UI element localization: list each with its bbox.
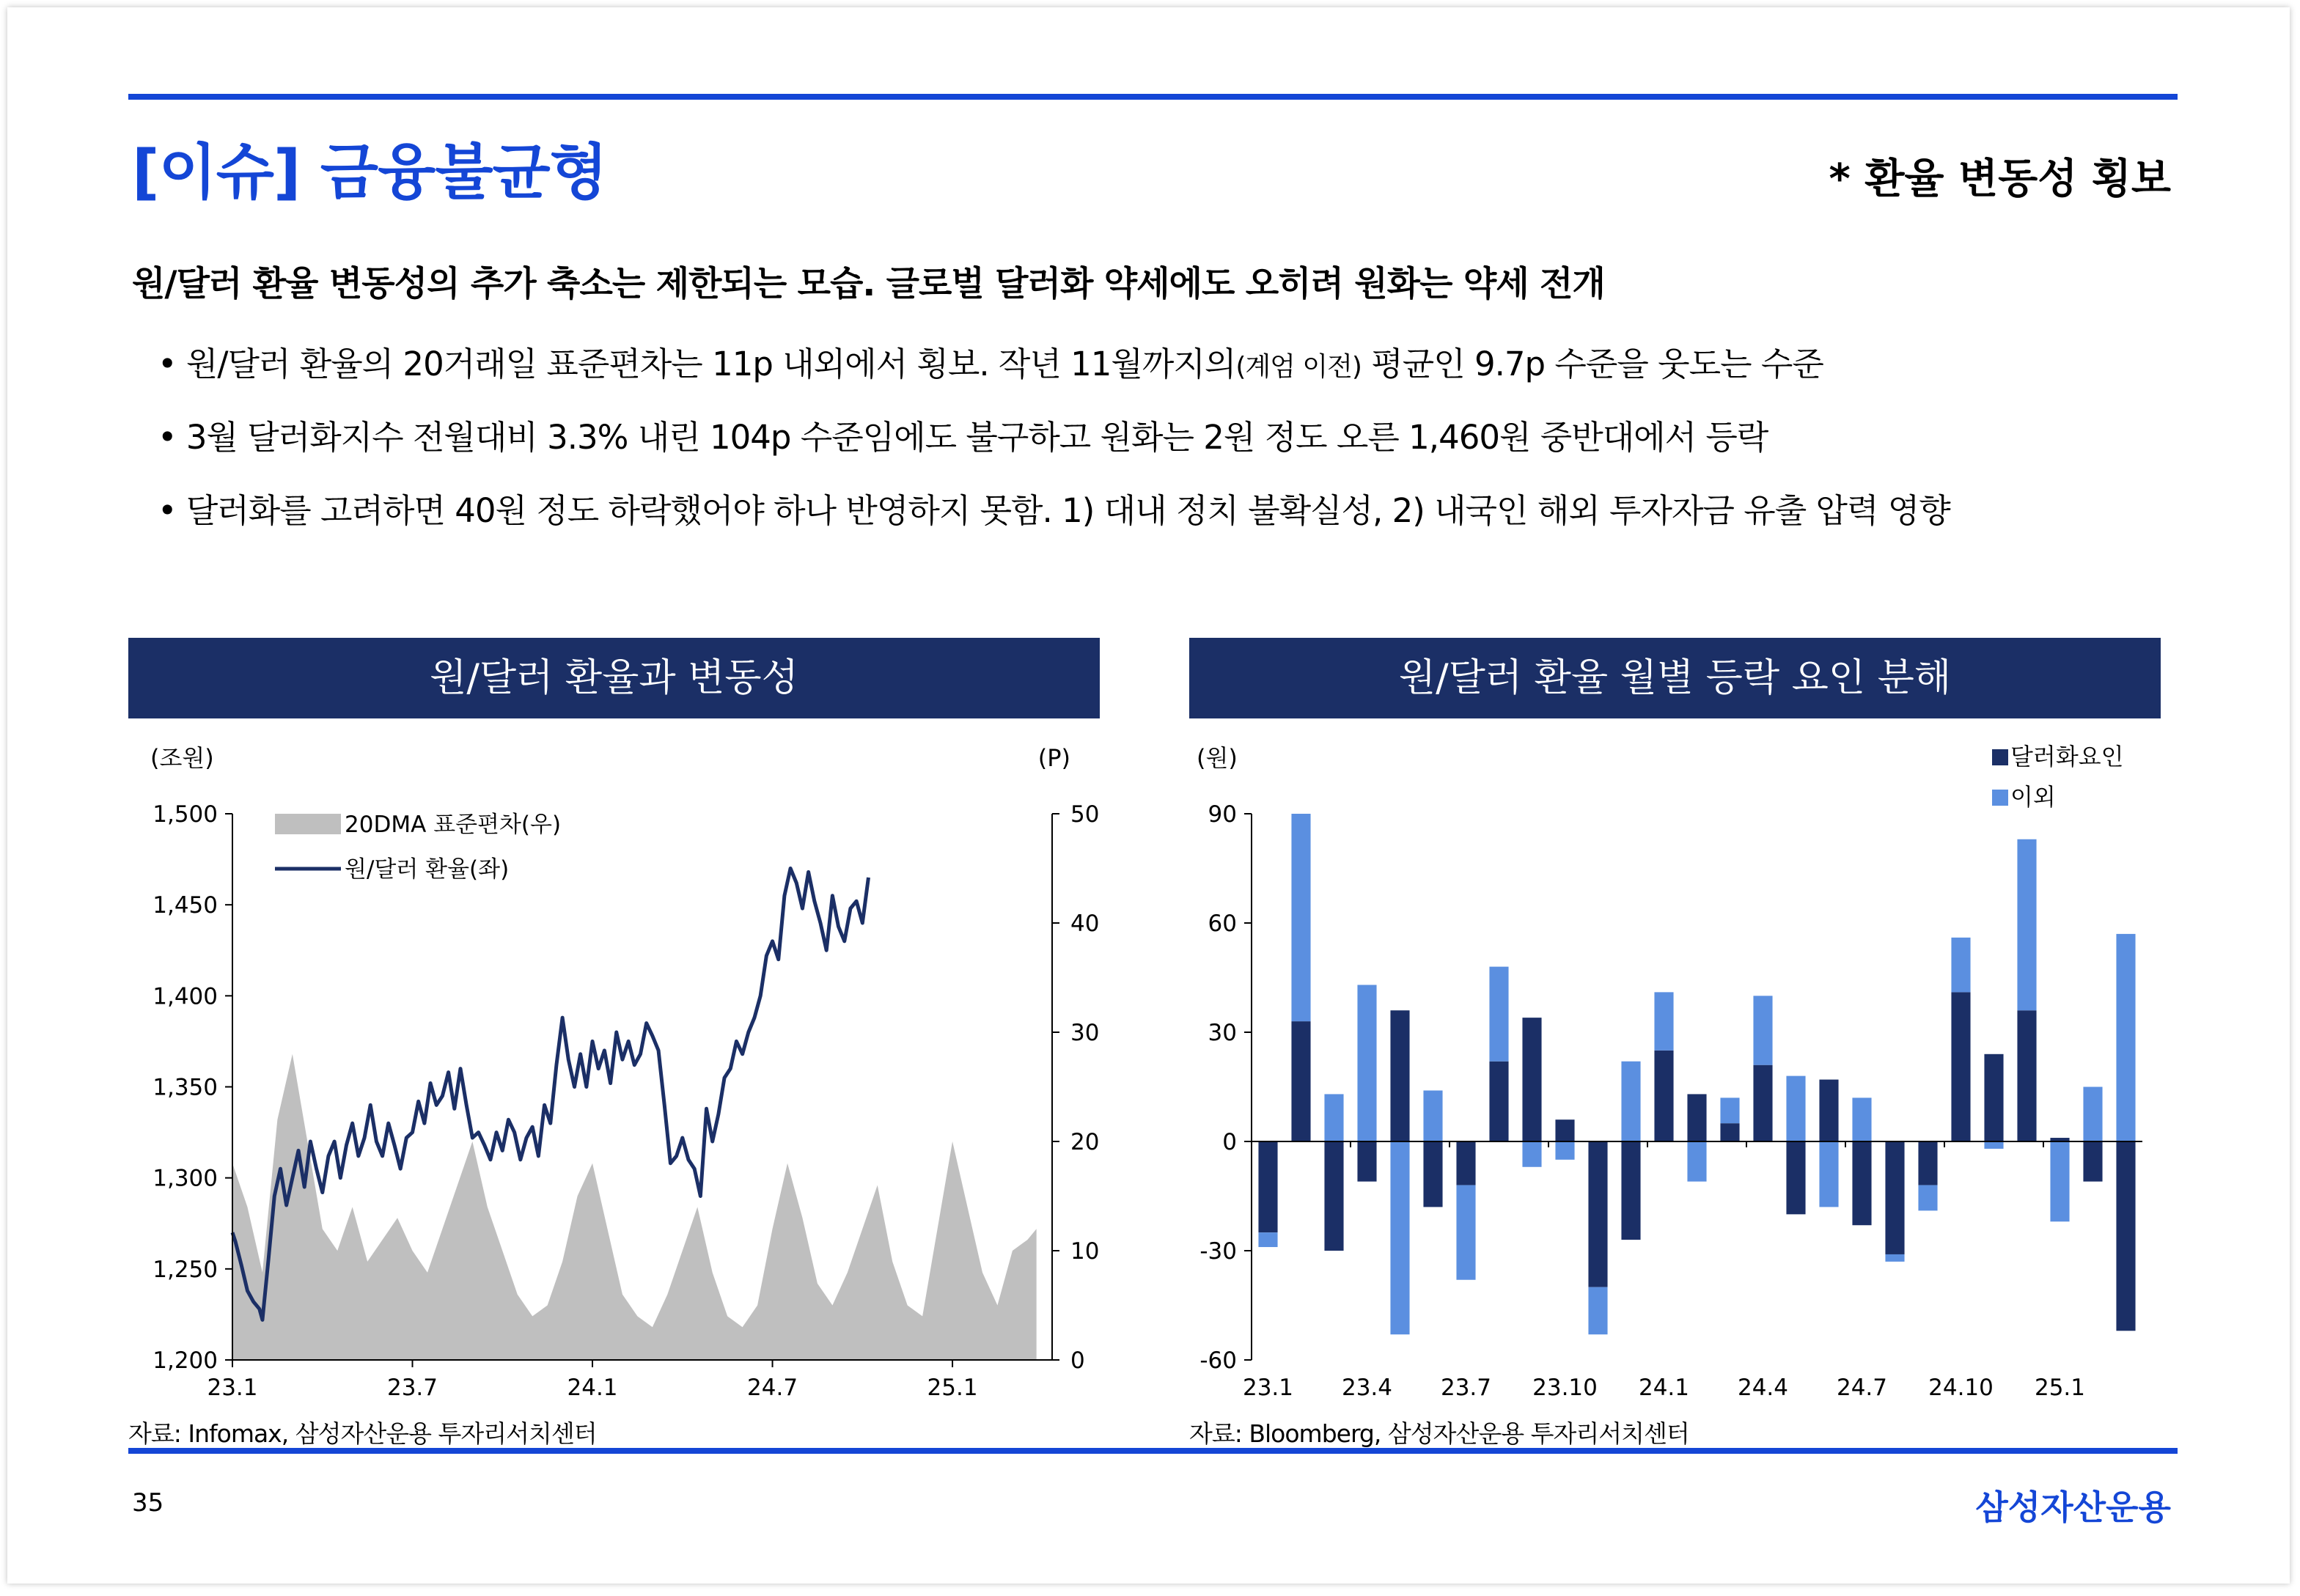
bar-other-factor — [1786, 1076, 1805, 1141]
legend-stdev-label: 20DMA 표준편차(우) — [345, 812, 562, 838]
left-axis-unit: (조원) — [150, 744, 214, 772]
bullet-1-tail: 평균인 9.7p 수준을 웃도는 수준 — [1361, 345, 1823, 383]
bar-dollar-factor — [1819, 1080, 1838, 1141]
x-tick-label: 23.1 — [207, 1375, 258, 1401]
bar-other-factor — [1753, 996, 1772, 1064]
bullet-2 — [158, 411, 1768, 458]
bar-dollar-factor — [1588, 1141, 1607, 1287]
bar-other-factor — [1621, 1062, 1640, 1141]
bar-other-factor — [1522, 1141, 1541, 1167]
bar-dollar-factor — [1456, 1141, 1475, 1185]
fx-volatility-chart — [128, 722, 1103, 1411]
bar-dollar-factor — [2083, 1141, 2102, 1182]
y-tick-label: 30 — [1208, 1020, 1237, 1046]
x-tick-label: 24.1 — [567, 1375, 618, 1401]
left-tick-label: 1,300 — [153, 1165, 218, 1192]
bar-dollar-factor — [1654, 1051, 1673, 1141]
legend-other-label: 이외 — [2010, 783, 2056, 811]
x-tick-label: 24.4 — [1737, 1375, 1789, 1401]
y-tick-label: 0 — [1222, 1129, 1237, 1155]
left-tick-label: 1,200 — [153, 1347, 218, 1374]
bullet-3 — [158, 484, 1950, 532]
left-chart-source: 자료: Infomax, 삼성자산운용 투자리서치센터 — [128, 1419, 597, 1448]
bar-dollar-factor — [1555, 1119, 1574, 1141]
right-tick-label: 40 — [1070, 911, 1100, 937]
page-number: 35 — [132, 1488, 164, 1518]
left-tick-label: 1,350 — [153, 1074, 218, 1101]
right-axis-unit: (P) — [1037, 744, 1070, 772]
bar-other-factor — [1390, 1141, 1409, 1334]
bar-dollar-factor — [1291, 1021, 1310, 1141]
topic-tag: * 환율 변동성 횡보 — [1829, 155, 2171, 203]
x-tick-label: 23.10 — [1532, 1375, 1598, 1401]
bar-other-factor — [1423, 1090, 1442, 1141]
legend-dollar-label: 달러화요인 — [2010, 743, 2124, 771]
bar-dollar-factor — [1258, 1141, 1277, 1232]
bar-other-factor — [1918, 1185, 1937, 1211]
bar-dollar-factor — [1753, 1065, 1772, 1141]
bar-other-factor — [1324, 1094, 1343, 1141]
right-tick-label: 50 — [1070, 801, 1100, 828]
bullet-1-text: • 원/달러 환율의 20거래일 표준편차는 11p 내외에서 횡보. 작년 11월까지의 — [158, 345, 1236, 383]
legend-dollar-swatch — [1992, 749, 2008, 765]
bullet-1 — [158, 337, 1823, 385]
bar-dollar-factor — [2017, 1010, 2036, 1141]
bar-dollar-factor — [1522, 1018, 1541, 1141]
right-tick-label: 0 — [1070, 1347, 1085, 1374]
y-tick-label: -30 — [1199, 1238, 1237, 1265]
left-chart-title: 원/달러 환율과 변동성 — [128, 638, 1100, 718]
top-divider — [128, 94, 2178, 100]
x-tick-label: 24.7 — [747, 1375, 798, 1401]
bar-dollar-factor — [1852, 1141, 1871, 1225]
y-tick-label: 90 — [1208, 801, 1237, 828]
bar-other-factor — [1687, 1141, 1706, 1182]
bar-other-factor — [2017, 839, 2036, 1010]
y-tick-label: 60 — [1208, 911, 1237, 937]
bar-dollar-factor — [1951, 992, 1970, 1141]
bar-other-factor — [2050, 1141, 2069, 1221]
bar-other-factor — [1984, 1141, 2003, 1149]
bar-other-factor — [2083, 1087, 2102, 1142]
legend-fx-label: 원/달러 환율(좌) — [345, 856, 510, 883]
bar-other-factor — [1489, 967, 1508, 1062]
legend-stdev-swatch — [275, 814, 341, 834]
bar-other-factor — [1852, 1097, 1871, 1141]
y-axis-unit: (원) — [1197, 744, 1238, 772]
bar-other-factor — [1555, 1141, 1574, 1160]
fx-decomposition-chart — [1189, 722, 2164, 1411]
right-tick-label: 10 — [1070, 1238, 1100, 1265]
bar-dollar-factor — [1918, 1141, 1937, 1185]
page-title: [이슈] 금융불균형 — [132, 138, 607, 207]
bullet-2-text: • 3월 달러화지수 전월대비 3.3% 내린 104p 수준임에도 불구하고 원화는 2원 정도 오른 1,460원 중반대에서 등락 — [158, 418, 1768, 457]
bar-dollar-factor — [1984, 1054, 2003, 1141]
x-tick-label: 25.1 — [927, 1375, 978, 1401]
x-tick-label: 23.1 — [1242, 1375, 1294, 1401]
bar-other-factor — [1885, 1254, 1904, 1262]
bar-other-factor — [1951, 938, 1970, 993]
right-chart-title: 원/달러 환율 월별 등락 요인 분해 — [1189, 638, 2161, 718]
bar-dollar-factor — [1621, 1141, 1640, 1240]
bar-dollar-factor — [1720, 1123, 1739, 1141]
headline: 원/달러 환율 변동성의 추가 축소는 제한되는 모습. 글로벌 달러화 약세에도 오히려 원화는 약세 전개 — [132, 264, 1605, 304]
right-chart-source: 자료: Bloomberg, 삼성자산운용 투자리서치센터 — [1189, 1419, 1689, 1448]
bar-other-factor — [2116, 934, 2135, 1141]
slide — [7, 7, 2290, 1584]
x-tick-label: 24.7 — [1836, 1375, 1888, 1401]
bar-other-factor — [1819, 1141, 1838, 1207]
left-tick-label: 1,250 — [153, 1256, 218, 1283]
right-tick-label: 20 — [1070, 1129, 1100, 1155]
left-tick-label: 1,500 — [153, 801, 218, 828]
x-tick-label: 23.7 — [386, 1375, 438, 1401]
bullet-3-text: • 달러화를 고려하면 40원 정도 하락했어야 하나 반영하지 못함. 1) 대내 정치 불확실성, 2) 내국인 해외 투자자금 유출 압력 영향 — [158, 491, 1950, 530]
bar-dollar-factor — [1786, 1141, 1805, 1214]
bar-dollar-factor — [1489, 1062, 1508, 1141]
bar-other-factor — [1291, 814, 1310, 1021]
legend-other-swatch — [1992, 790, 2008, 806]
bar-dollar-factor — [2116, 1141, 2135, 1331]
bar-dollar-factor — [1357, 1141, 1376, 1182]
y-tick-label: -60 — [1199, 1347, 1237, 1374]
brand-logo-text: 삼성자산운용 — [1975, 1487, 2171, 1527]
x-tick-label: 23.7 — [1440, 1375, 1492, 1401]
bar-other-factor — [1357, 985, 1376, 1141]
bar-dollar-factor — [1390, 1010, 1409, 1141]
right-tick-label: 30 — [1070, 1020, 1100, 1046]
left-tick-label: 1,400 — [153, 983, 218, 1010]
x-tick-label: 25.1 — [2034, 1375, 2086, 1401]
left-tick-label: 1,450 — [153, 892, 218, 919]
bar-dollar-factor — [1885, 1141, 1904, 1254]
bar-other-factor — [1258, 1232, 1277, 1247]
x-tick-label: 24.1 — [1638, 1375, 1690, 1401]
bar-dollar-factor — [1423, 1141, 1442, 1207]
bar-other-factor — [1720, 1097, 1739, 1123]
stdev-area-series — [232, 1054, 1037, 1360]
bottom-divider — [128, 1448, 2178, 1454]
bar-other-factor — [1456, 1185, 1475, 1280]
bar-other-factor — [1654, 992, 1673, 1050]
bar-other-factor — [1588, 1287, 1607, 1335]
bar-dollar-factor — [1687, 1094, 1706, 1141]
x-tick-label: 24.10 — [1928, 1375, 1994, 1401]
bullet-1-note: (계엄 이전) — [1235, 352, 1362, 382]
bar-dollar-factor — [1324, 1141, 1343, 1251]
x-tick-label: 23.4 — [1341, 1375, 1393, 1401]
